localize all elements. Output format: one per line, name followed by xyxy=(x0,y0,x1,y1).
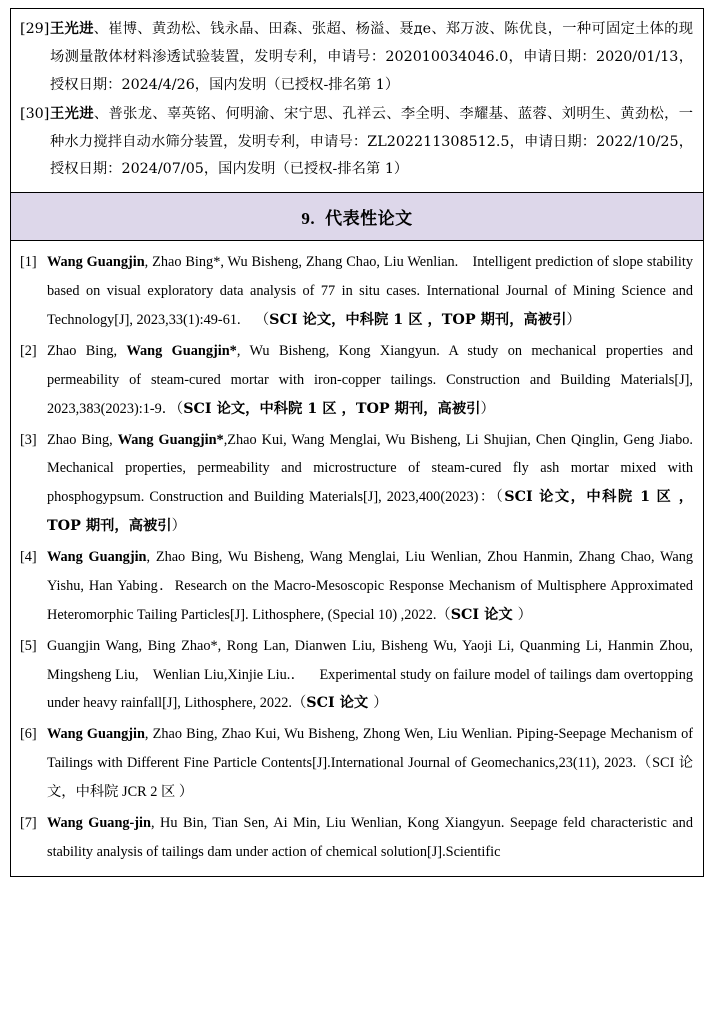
patents-cell xyxy=(11,9,704,193)
paper-entry-number: [6] xyxy=(20,726,37,743)
paper-part: Wang Guang-jin xyxy=(47,814,151,831)
paper-part: SCI 论文，中科院 1 区 ，TOP 期刊，高被引 xyxy=(183,400,481,417)
paper-part: Wang Guangjin* xyxy=(117,431,224,448)
section-header xyxy=(11,193,703,240)
patent-entry xyxy=(20,16,693,100)
paper-entry-number: [7] xyxy=(20,814,37,831)
paper-entry-body xyxy=(47,809,693,867)
paper-entry xyxy=(20,720,693,807)
patent-entry-number: [29] xyxy=(20,21,50,37)
patent-entry-text: 、普张龙、辜英铭、何明渝、宋宁思、孔祥云、李全明、李耀基、蓝蓉、刘明生、黄劲松，一种水力搅拌自动水筛分装置，发明专利，申请号：ZL202211308512.5，申请日期：2022/10/25，授权日期：2024/07/05，国内发明（已授权-排名第 1） xyxy=(50,105,694,178)
document-table xyxy=(10,8,704,877)
paper-entry-body xyxy=(47,248,693,335)
paper-part: Wang Guangjin xyxy=(47,726,145,743)
paper-part: ,Zhao Kui, Wang Menglai, Wu Bisheng, Li Shujian, Chen Qinglin, Geng Jiabo. Mechanical properties, permeability and microstructure of steam-cured fly ash mortar mixed with phosphogypsum. Construction and Building Materials[J], 2023,400(2023)：（ xyxy=(47,431,694,506)
patent-author-highlight: 王光进 xyxy=(50,105,94,122)
paper-part: SCI 论文 xyxy=(450,606,518,623)
patent-entry-text: 、崔博、黄劲松、钱永晶、田森、张超、杨溢、聂де、郑万波、陈优良，一种可固定土体的现场测量散体材料渗透试验装置，发明专利，申请号：202010034046.0，申请日期：2020/01/13，授权日期：2024/4/26，国内发明（已授权-排名第 1） xyxy=(50,21,693,93)
paper-entry-number: [1] xyxy=(20,254,37,271)
paper-part: Zhao Bing, xyxy=(47,342,127,359)
paper-entry-body xyxy=(47,337,693,424)
paper-entry-number: [3] xyxy=(20,431,37,448)
section-number: 9. xyxy=(301,209,316,229)
paper-entry-body xyxy=(47,720,693,807)
paper-entry-number: [5] xyxy=(20,637,37,654)
section-header-cell xyxy=(11,193,704,241)
patent-author-highlight: 王光进 xyxy=(50,21,94,37)
papers-row xyxy=(11,241,704,876)
patents-row xyxy=(11,9,704,193)
paper-part: Wang Guangjin xyxy=(47,254,145,271)
paper-part: SCI 论文 xyxy=(306,695,374,712)
paper-entry xyxy=(20,337,693,424)
paper-entry-body xyxy=(47,632,693,719)
paper-entry xyxy=(20,809,693,867)
paper-part: , Zhao Bing, Wu Bisheng, Wang Menglai, Liu Wenlian, Zhou Hanmin, Zhang Chao, Wang Yishu, Han Yabing．Research on the Macro-Mesoscopic Response Mechanism of Multisphere Approximated Heteromorphic Tailing Particles[J]. Lithosphere, (Special 10) ,2022.（ xyxy=(47,549,693,623)
paper-entry-body xyxy=(47,543,693,630)
paper-part: Zhao Bing, xyxy=(47,431,118,448)
patent-entry-number: [30] xyxy=(20,105,50,122)
patent-entry-body xyxy=(50,16,693,100)
patent-entry-body xyxy=(50,101,693,185)
paper-part: Guangjin Wang, Bing Zhao*, Rong Lan, Dianwen Liu, Bisheng Wu, Yaoji Li, Quanming Li, Hanmin Zhou, Mingsheng Liu, Wenlian Liu,Xinjie Liu.． Experimental study on failure model of tailings dam overtopping under heavy rainfall[J], Lithosphere, 2022.（ xyxy=(47,637,693,712)
paper-part: , Zhao Bing*, Wu Bisheng, Zhang Chao, Liu Wenlian. Intelligent prediction of slope stability based on visual exploratory data analysis of 77 in situ cases. International Journal of Mining Science and Technology[J], 2023,33(1):49-61. （ xyxy=(47,254,693,328)
patent-entry xyxy=(20,101,693,185)
paper-entry xyxy=(20,248,693,335)
paper-part: ） xyxy=(480,400,495,417)
papers-list xyxy=(11,241,703,875)
paper-entry xyxy=(20,543,693,630)
paper-entry-number: [4] xyxy=(20,549,37,565)
paper-part: , Hu Bin, Tian Sen, Ai Min, Liu Wenlian, Kong Xiangyun. Seepage feld characteristic and stability analysis of tailings dam under action of chemical solution[J].Scientific xyxy=(47,814,693,860)
paper-part: ） xyxy=(517,606,532,623)
patents-list xyxy=(11,9,703,192)
paper-part: ） xyxy=(373,695,388,712)
paper-entry xyxy=(20,426,693,542)
papers-cell xyxy=(11,241,704,876)
paper-part: SCI 论文，中科院 1 区 ，TOP 期刊，高被引 xyxy=(47,489,693,535)
paper-part: Wang Guangjin* xyxy=(126,342,237,359)
section-header-row xyxy=(11,193,704,241)
paper-part: ） xyxy=(566,312,581,328)
paper-entry xyxy=(20,632,693,719)
paper-entry-body xyxy=(47,426,693,542)
paper-part: , Zhao Bing, Zhao Kui, Wu Bisheng, Zhong Wen, Liu Wenlian. Piping-Seepage Mechanism of Tailings with Different Fine Particle Contents[J].International Journal of Geomechanics,23(11), 2023.（SCI 论文，中科院 JCR 2 区 ） xyxy=(47,726,693,800)
paper-entry-number: [2] xyxy=(20,342,37,359)
paper-part: , Wu Bisheng, Kong Xiangyun. A study on mechanical properties and permeability of steam-cured mortar with iron-copper tailings. Construction and Building Materials[J], 2023,383(2023):1-9．（ xyxy=(47,342,694,417)
paper-part: Wang Guangjin xyxy=(47,549,147,565)
paper-part: SCI 论文，中科院 1 区 ，TOP 期刊，高被引 xyxy=(269,312,567,328)
paper-part: ） xyxy=(171,518,186,535)
section-title: 代表性论文 xyxy=(325,209,413,230)
